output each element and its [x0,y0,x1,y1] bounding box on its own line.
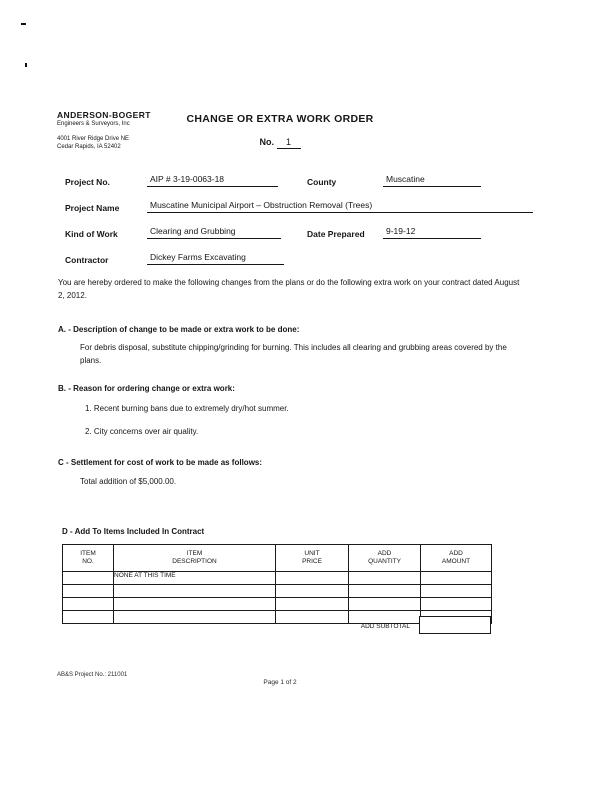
header-item-no: ITEM NO. [63,545,114,572]
cell-add-amount [421,572,492,585]
section-c-body: Total addition of $5,000.00. [80,477,177,486]
table-row [63,572,492,585]
project-no-label: Project No. [65,177,110,187]
cell-item-no [63,585,114,598]
footer-project-ref: AB&S Project No.: 211001 [57,672,128,678]
date-prepared-label: Date Prepared [307,229,365,239]
order-number-line [70,137,490,149]
header-add-amount: ADD AMOUNT [421,545,492,572]
cell-item-no [63,598,114,611]
section-b-item-1: 1. Recent burning bans due to extremely dry/hot summer. [85,404,289,413]
cell-unit-price [276,585,349,598]
cell-unit-price [276,598,349,611]
cell-unit-price [276,572,349,585]
company-subtitle: Engineers & Surveyors, Inc [57,121,130,127]
cell-item-no [63,572,114,585]
cell-add-amount [421,585,492,598]
cell-description: NONE AT THIS TIME [114,572,276,585]
header-unit-price: UNIT PRICE [276,545,349,572]
items-table [62,544,492,624]
add-subtotal-label: ADD SUBTOTAL [360,623,410,630]
project-name-value: Muscatine Municipal Airport – Obstruction Removal (Trees) [147,200,533,213]
scan-artifact-dot [25,63,27,67]
project-no-value: AIP # 3-19-0063-18 [147,174,278,187]
intro-paragraph: You are hereby ordered to make the following changes from the plans or do the following extra work on your contract dated August 2, 2012. [58,278,520,300]
contractor-value: Dickey Farms Excavating [147,252,284,265]
order-number-label: No. [259,137,274,147]
section-a-body: For debris disposal, substitute chipping/grinding for burning. This includes all clearing and grubbing areas covered by the plans. [80,343,507,365]
company-address-line1: 4001 River Ridge Drive NE [57,136,130,142]
header-item-description: ITEM DESCRIPTION [114,545,276,572]
county-label: County [307,177,337,187]
section-d-heading: D - Add To Items Included In Contract [62,527,205,536]
project-name-label: Project Name [65,203,120,213]
scan-artifact-dash [21,23,26,25]
kind-of-work-label: Kind of Work [65,229,118,239]
add-subtotal-value-box [419,616,491,634]
cell-add-quantity [349,585,421,598]
company-name: ANDERSON-BOGERT [57,110,151,120]
header-add-quantity: ADD QUANTITY [349,545,421,572]
section-a-heading: A. - Description of change to be made or extra work to be done: [58,325,300,334]
section-b-item-2: 2. City concerns over air quality. [85,427,199,436]
table-row [63,585,492,598]
cell-add-quantity [349,611,421,624]
cell-add-quantity [349,598,421,611]
table-row [63,598,492,611]
section-c-heading: C - Settlement for cost of work to be made as follows: [58,458,263,467]
date-prepared-value: 9-19-12 [383,226,481,239]
document-title: CHANGE OR EXTRA WORK ORDER [186,113,374,125]
section-b-heading: B. - Reason for ordering change or extra work: [58,384,235,393]
cell-description [114,598,276,611]
cell-description [114,585,276,598]
company-address-line2: Cedar Rapids, IA 52402 [57,144,121,150]
cell-add-amount [421,598,492,611]
contractor-label: Contractor [65,255,109,265]
kind-of-work-value: Clearing and Grubbing [147,226,281,239]
cell-add-quantity [349,572,421,585]
items-table-header-row [63,545,492,572]
cell-description [114,611,276,624]
county-value: Muscatine [383,174,481,187]
cell-unit-price [276,611,349,624]
cell-item-no [63,611,114,624]
footer-page-indicator: Page 1 of 2 [263,679,297,686]
order-number-value: 1 [277,137,301,149]
